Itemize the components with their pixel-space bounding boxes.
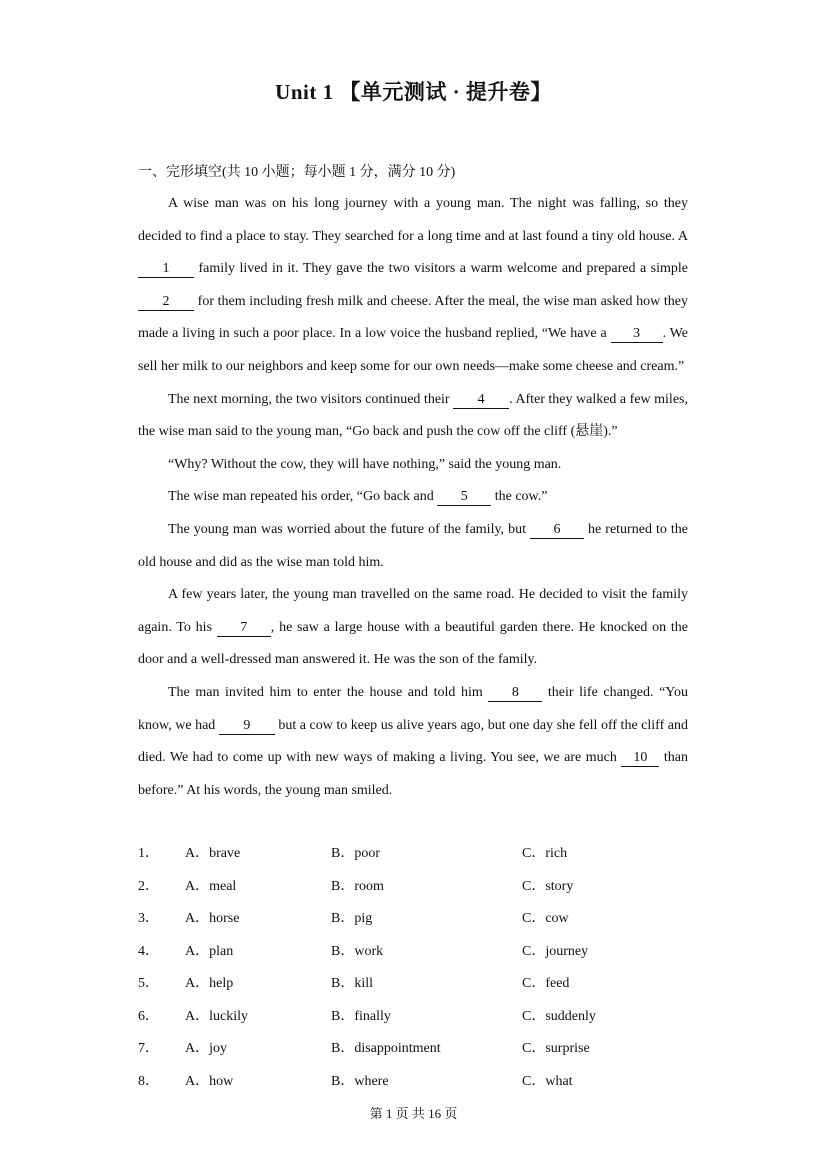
blank-10: 10 [621,750,659,767]
blank-6: 6 [530,522,584,539]
option-c: C．what [522,1073,573,1089]
text-run: A wise man was on his long journey with a young man. The night was falling, so they decided to find a place to stay. They searched for a long time and at last found a tiny old house. A [138,196,688,244]
option-b: B．work [331,943,384,959]
option-c: C．rich [522,846,568,861]
blank-7: 7 [217,620,271,637]
option-b: B．finally [331,1008,391,1024]
option-row [138,1001,698,1034]
option-b: B．kill [331,976,374,991]
question-number: 4． [138,943,159,959]
question-number: 8． [138,1073,159,1089]
text-run: A few years later, the young man travelled on the same road. He decided to visit the family again. To his [138,587,688,635]
option-b: B．poor [331,846,380,861]
section-heading: 一、完形填空(共 10 小题；每小题 1 分，满分 10 分) [138,165,456,180]
paragraph-2 [138,384,688,449]
option-b: B．pig [331,911,373,926]
cloze-passage [138,188,688,807]
blank-3: 3 [611,326,663,343]
option-row [138,1033,698,1066]
option-a: A．plan [185,943,234,959]
text-run: than before.” At his words, the young man smiled. [138,750,689,798]
option-row [138,903,698,936]
page-footer: 第 1 页 共 16 页 [369,1106,458,1121]
text-run: . We sell her milk to our neighbors and keep some for our own needs—make some cheese and cream.” [138,326,688,374]
option-c: C．journey [522,943,589,959]
option-a: A．meal [185,878,237,894]
option-row [138,968,698,1001]
question-number: 5． [138,976,159,991]
paragraph-5 [138,514,688,579]
text-run: The next morning, the two visitors continued their [168,391,454,407]
answer-options [138,838,698,1098]
option-c: C．suddenly [522,1008,596,1024]
text-run: The young man was worried about the future of the family, but [168,521,531,537]
paragraph-4 [138,481,688,514]
text-run: for them including fresh milk and cheese. After the meal, the wise man asked how they made a living in such a poor place. In a low voice the husband replied, “We have a [138,293,688,342]
option-a: A．help [185,976,234,991]
option-a: A．horse [185,911,240,926]
text-run: he returned to the old house and did as the wise man told him. [138,521,688,570]
option-row [138,936,698,969]
text-run: The wise man repeated his order, “Go back and [168,489,438,505]
option-a: A．joy [185,1041,227,1056]
paragraph-3: “Why? Without the cow, they will have nothing,” said the young man. [168,456,562,472]
option-a: A．luckily [185,1008,248,1024]
paragraph-6 [138,579,688,677]
blank-4: 4 [453,392,509,409]
option-row [138,838,698,871]
text-run: family lived in it. They gave the two visitors a warm welcome and prepared a simple [194,261,688,277]
option-c: C．cow [522,911,569,926]
option-b: B．where [331,1073,389,1089]
question-number: 2． [138,878,159,894]
option-b: B．room [331,878,384,894]
option-row [138,871,698,904]
option-b: B．disappointment [331,1041,441,1056]
option-c: C．story [522,878,574,894]
paragraph-7 [138,677,688,807]
text-run: their life changed. “You know, we had [138,684,688,733]
question-number: 1． [138,846,159,861]
option-a: A．how [185,1073,234,1089]
text-run: The man invited him to enter the house and told him [168,684,489,700]
question-number: 7． [138,1041,159,1056]
blank-5: 5 [437,489,491,506]
page-title: Unit 1 【单元测试 · 提升卷】 [275,80,552,104]
option-c: C．feed [522,976,570,991]
question-number: 3． [138,911,159,926]
blank-2: 2 [138,294,194,311]
option-row [138,1066,698,1099]
option-c: C．surprise [522,1041,590,1056]
text-run: the cow.” [491,489,548,505]
option-a: A．brave [185,846,241,861]
blank-8: 8 [488,685,542,702]
text-run: , he saw a large house with a beautiful garden there. He knocked on the door and a well-dressed man answered it. He was the son of the family. [138,619,688,668]
blank-1: 1 [138,261,194,278]
question-number: 6． [138,1008,159,1024]
blank-9: 9 [219,718,275,735]
text-run: but a cow to keep us alive years ago, but one day she fell off the cliff and died. We had to come up with new ways of making a living. You see, we are much [138,717,688,766]
text-run: . After they walked a few miles, the wise man said to the young man, “Go back and push the cow off the cliff (悬崖).” [138,391,688,440]
paragraph-1 [138,188,688,384]
